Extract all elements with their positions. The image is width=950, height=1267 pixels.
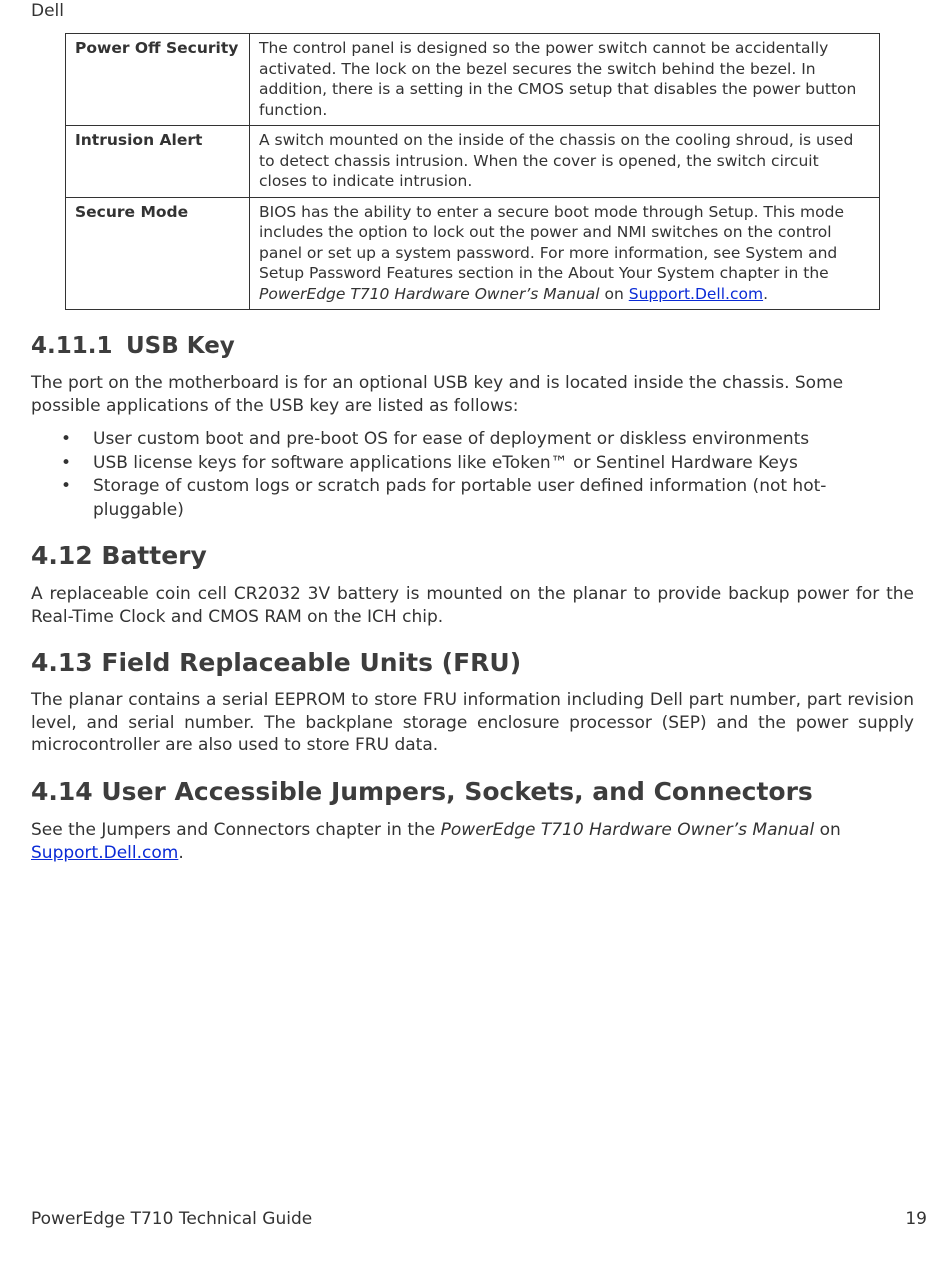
usb-key-uses-list (31, 428, 881, 522)
table-row (66, 34, 880, 126)
manual-title: PowerEdge T710 Hardware Owner’s Manual (440, 820, 815, 840)
connector-text: on (814, 820, 841, 840)
section-heading-fru: 4.13 Field Replaceable Units (FRU) (31, 648, 522, 677)
section-number: 4.11.1 (31, 333, 113, 359)
list-item (31, 475, 881, 522)
battery-paragraph: A replaceable coin cell CR2032 3V battery is mounted on the planar to provide backup power for the Real-Time Clock and CMOS RAM on the ICH chip. (31, 584, 914, 627)
list-item (31, 452, 881, 476)
section-heading-jumpers: 4.14 User Accessible Jumpers, Sockets, and Connectors (31, 777, 813, 806)
support-link[interactable]: Support.Dell.com (31, 842, 179, 863)
list-item-text: Storage of custom logs or scratch pads for portable user defined information (not hot-pluggable) (93, 476, 827, 520)
connector-text: on (599, 284, 629, 303)
header-brand: Dell (31, 1, 64, 21)
feature-description (250, 197, 880, 310)
support-link[interactable]: Support.Dell.com (628, 284, 764, 303)
fru-paragraph: The planar contains a serial EEPROM to store FRU information including Dell part number, part revision level, and serial number. The backplane storage enclosure processor (SEP) and the power supply microcontroller are also used to store FRU data. (31, 690, 914, 755)
list-item-text: User custom boot and pre-boot OS for ease of deployment or diskless environments (93, 429, 810, 449)
section-heading-battery: 4.12 Battery (31, 541, 207, 570)
footer-document-title: PowerEdge T710 Technical Guide (31, 1209, 313, 1229)
feature-name: Power Off Security (66, 34, 250, 126)
description-text: BIOS has the ability to enter a secure boot mode through Setup. This mode includes the option to lock out the power and NMI switches on the control panel or set up a system password. For more information, see System and Setup Password Features section in the About Your System chapter in the (259, 202, 844, 282)
footer-page-number: 19 (905, 1209, 927, 1229)
feature-name: Intrusion Alert (66, 126, 250, 198)
feature-name: Secure Mode (66, 197, 250, 310)
security-features-table (65, 33, 880, 310)
paragraph-text: See the Jumpers and Connectors chapter in the (31, 820, 441, 840)
bullet-icon: • (61, 476, 72, 496)
section-title: USB Key (126, 333, 235, 359)
list-item (31, 428, 881, 452)
table-row (66, 126, 880, 198)
bullet-icon: • (61, 452, 72, 473)
table-row (66, 197, 880, 310)
bullet-icon: • (61, 429, 72, 449)
usb-key-intro: The port on the motherboard is for an optional USB key and is located inside the chassis. Some possible applications of the USB key are listed as follows: (31, 373, 844, 416)
feature-description: A switch mounted on the inside of the chassis on the cooling shroud, is used to detect chassis intrusion. When the cover is opened, the switch circuit closes to indicate intrusion. (250, 126, 880, 198)
punctuation: . (178, 842, 184, 863)
section-heading-usb-key (31, 333, 235, 359)
jumpers-paragraph (31, 819, 914, 864)
punctuation: . (763, 284, 769, 303)
manual-title: PowerEdge T710 Hardware Owner’s Manual (259, 284, 600, 303)
feature-description: The control panel is designed so the power switch cannot be accidentally activated. The lock on the bezel secures the switch behind the bezel. In addition, there is a setting in the CMOS setup that disables the power button function. (250, 34, 880, 126)
list-item-text: USB license keys for software applications like eToken™ or Sentinel Hardware Keys (93, 452, 798, 473)
